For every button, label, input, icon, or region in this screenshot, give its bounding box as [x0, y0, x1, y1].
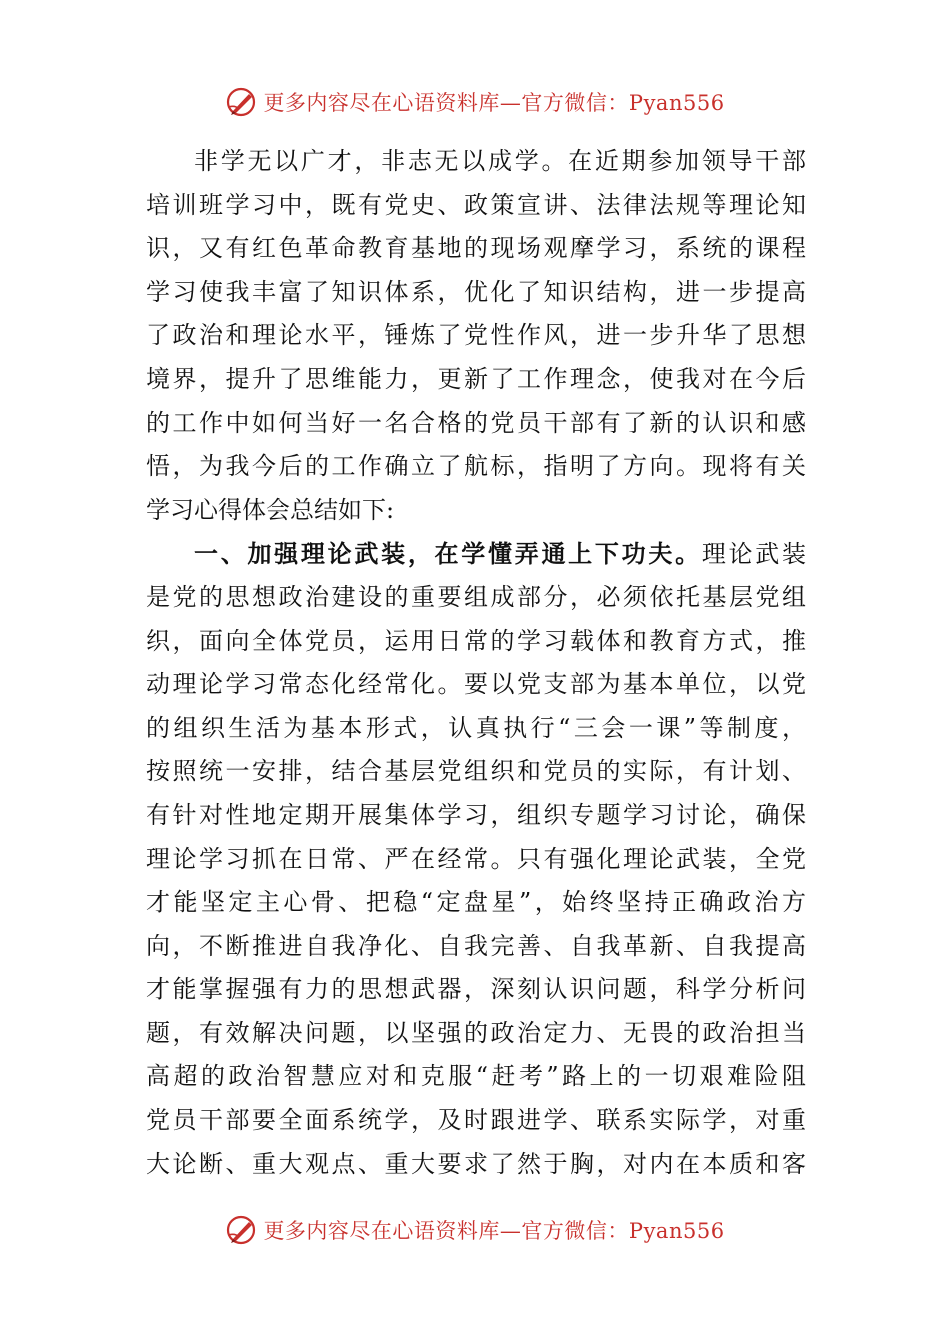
paragraph-line: 悟，为我今后的工作确立了航标，指明了方向。现将有关	[146, 452, 806, 481]
section-heading-tail: 理论武装	[701, 540, 806, 569]
pen-logo-icon	[225, 85, 259, 119]
paragraph-line: 党员干部要全面系统学，及时跟进学、联系实际学，对重	[146, 1106, 806, 1135]
paragraph-line: 才能掌握强有力的思想武器，深刻认识问题，科学分析问	[146, 975, 806, 1004]
paragraph-line: 境界，提升了思维能力，更新了工作理念，使我对在今后	[146, 364, 806, 393]
paragraph-line: 有针对性地定期开展集体学习，组织专题学习讨论，确保	[146, 800, 806, 829]
paragraph-line: 织，面向全体党员，运用日常的学习载体和教育方式，推	[146, 626, 806, 655]
section-heading-line	[146, 532, 806, 576]
paragraph-line: 培训班学习中，既有党史、政策宣讲、法律法规等理论知	[146, 190, 806, 219]
paragraph-line: 题，有效解决问题，以坚强的政治定力、无畏的政治担当	[146, 1018, 806, 1047]
paragraph-line: 识，又有红色革命教育基地的现场观摩学习，系统的课程	[146, 234, 806, 263]
paragraph-line: 理论学习抓在日常、严在经常。只有强化理论武装，全党	[146, 844, 806, 873]
paragraph-line: 的组织生活为基本形式，认真执行“三会一课”等制度，	[146, 713, 806, 742]
footer-banner	[0, 1208, 950, 1252]
paragraph-line: 高超的政治智慧应对和克服“赶考”路上的一切艰难险阻	[146, 1062, 806, 1091]
paragraph-line: 的工作中如何当好一名合格的党员干部有了新的认识和感	[146, 408, 806, 437]
footer-banner-text: 更多内容尽在心语资料库—官方微信：Pyan556	[263, 1219, 725, 1243]
paragraph-line: 学习使我丰富了知识体系，优化了知识结构，进一步提高	[146, 277, 806, 306]
document-body	[146, 140, 806, 1186]
paragraph-line: 动理论学习常态化经常化。要以党支部为基本单位，以党	[146, 670, 806, 699]
pen-logo-icon	[225, 1213, 259, 1247]
section-heading: 一、加强理论武装，在学懂弄通上下功夫。	[194, 539, 702, 569]
paragraph-line: 向，不断推进自我净化、自我完善、自我革新、自我提高	[146, 931, 806, 960]
paragraph-line: 按照统一安排，结合基层党组织和党员的实际，有计划、	[146, 757, 806, 786]
header-banner	[0, 80, 950, 124]
paragraph-line: 才能坚定主心骨、把稳“定盘星”，始终坚持正确政治方	[146, 888, 806, 917]
paragraph-line: 是党的思想政治建设的重要组成部分，必须依托基层党组	[146, 582, 806, 611]
paragraph-line: 学习心得体会总结如下:	[146, 495, 395, 524]
paragraph-line: 非学无以广才，非志无以成学。在近期参加领导干部	[194, 147, 806, 175]
header-banner-text: 更多内容尽在心语资料库—官方微信：Pyan556	[263, 91, 725, 115]
paragraph-line: 大论断、重大观点、重大要求了然于胸，对内在本质和客	[146, 1149, 806, 1178]
paragraph-line: 了政治和理论水平，锤炼了党性作风，进一步升华了思想	[146, 321, 806, 350]
